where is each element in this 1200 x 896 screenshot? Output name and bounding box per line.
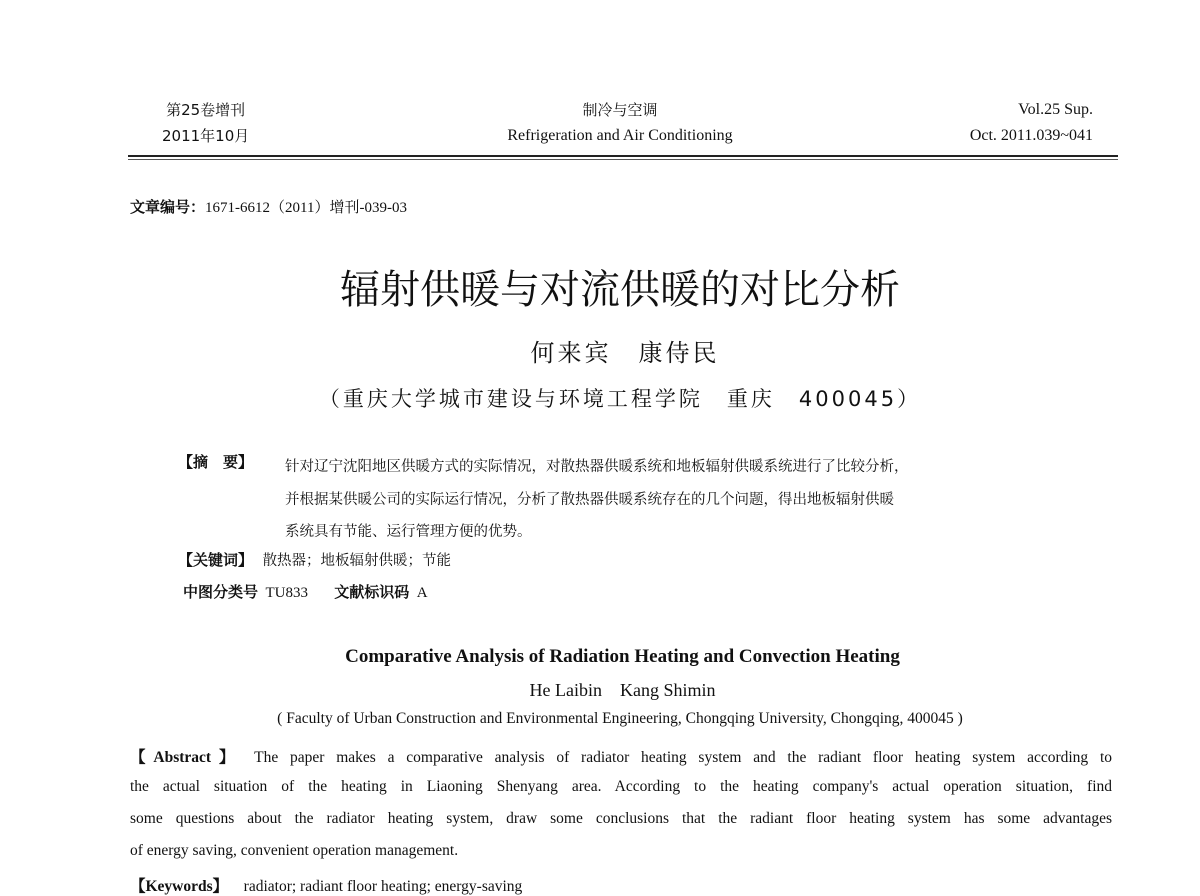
- abstract-en-line: [130, 745, 1112, 767]
- page-range: Oct. 2011.039~041: [969, 127, 1093, 144]
- classification: [183, 581, 428, 602]
- journal-pages: [970, 97, 1093, 149]
- title-en: Comparative Analysis of Radiation Heating and Convection Heating: [345, 646, 900, 667]
- journal-name: [420, 97, 820, 149]
- keywords-cn: [178, 549, 451, 570]
- classification-value: TU833: [265, 585, 309, 601]
- abstract-en-line: some questions about the radiator heating system, draw some conclusions that the radiant floor heating system has some advantages: [130, 810, 1112, 827]
- volume-label: 第25卷增刊: [166, 101, 246, 119]
- abstract-en-label: 【Abstract】: [130, 749, 243, 766]
- abstract-cn-line: 针对辽宁沈阳地区供暖方式的实际情况，对散热器供暖系统和地板辐射供暖系统进行了比较分析，: [285, 459, 909, 475]
- keywords-en-value: radiator; radiant floor heating; energy-saving: [243, 878, 523, 895]
- authors-cn: 何来宾 康侍民: [530, 339, 720, 367]
- abstract-cn: [285, 451, 909, 549]
- classification-label: 中图分类号: [183, 583, 259, 601]
- journal-name-cn: 制冷与空调: [582, 101, 658, 119]
- document-code-label: 文献标识码: [334, 583, 410, 601]
- keywords-cn-value: 散热器；地板辐射供暖；节能: [262, 553, 452, 569]
- abstract-en-line: the actual situation of the heating in Liaoning Shenyang area. According to the heating company's actual operation situation, find: [130, 778, 1112, 795]
- journal-name-en: Refrigeration and Air Conditioning: [507, 127, 733, 144]
- abstract-cn-label: 【摘 要】: [178, 453, 254, 471]
- abstract-en-line: of energy saving, convenient operation management.: [130, 842, 459, 859]
- header-rule: [128, 155, 1118, 157]
- article-number: [130, 196, 407, 217]
- abstract-cn-line: 并根据某供暖公司的实际运行情况，分析了散热器供暖系统存在的几个问题，得出地板辐射供暖: [285, 491, 894, 508]
- article-number-label: 文章编号：: [130, 198, 206, 216]
- keywords-en-label: 【Keywords】: [130, 878, 229, 895]
- affiliation-en: ( Faculty of Urban Construction and Environmental Engineering, Chongqing University, Chongqing, 400045 ): [277, 710, 963, 727]
- document-code-value: A: [416, 585, 428, 601]
- article-number-value: 1671-6612（2011）增刊-039-03: [205, 200, 407, 216]
- abstract-en-text: The paper makes a comparative analysis of radiator heating system and the radiant floor heating system according to: [254, 749, 1113, 766]
- issue-date: 2011年10月: [162, 127, 250, 145]
- title-cn: 辐射供暖与对流供暖的对比分析: [340, 267, 900, 313]
- abstract-cn-line: 系统具有节能、运行管理方便的优势。: [285, 524, 532, 540]
- journal-volume: [162, 97, 249, 149]
- affiliation-cn: （重庆大学城市建设与环境工程学院 重庆 400045）: [318, 387, 922, 411]
- volume-en: Vol.25 Sup.: [1018, 101, 1093, 118]
- keywords-en: [130, 874, 522, 896]
- authors-en: He Laibin Kang Shimin: [529, 680, 716, 700]
- keywords-cn-label: 【关键词】: [178, 551, 254, 569]
- header-rule-thin: [128, 159, 1118, 160]
